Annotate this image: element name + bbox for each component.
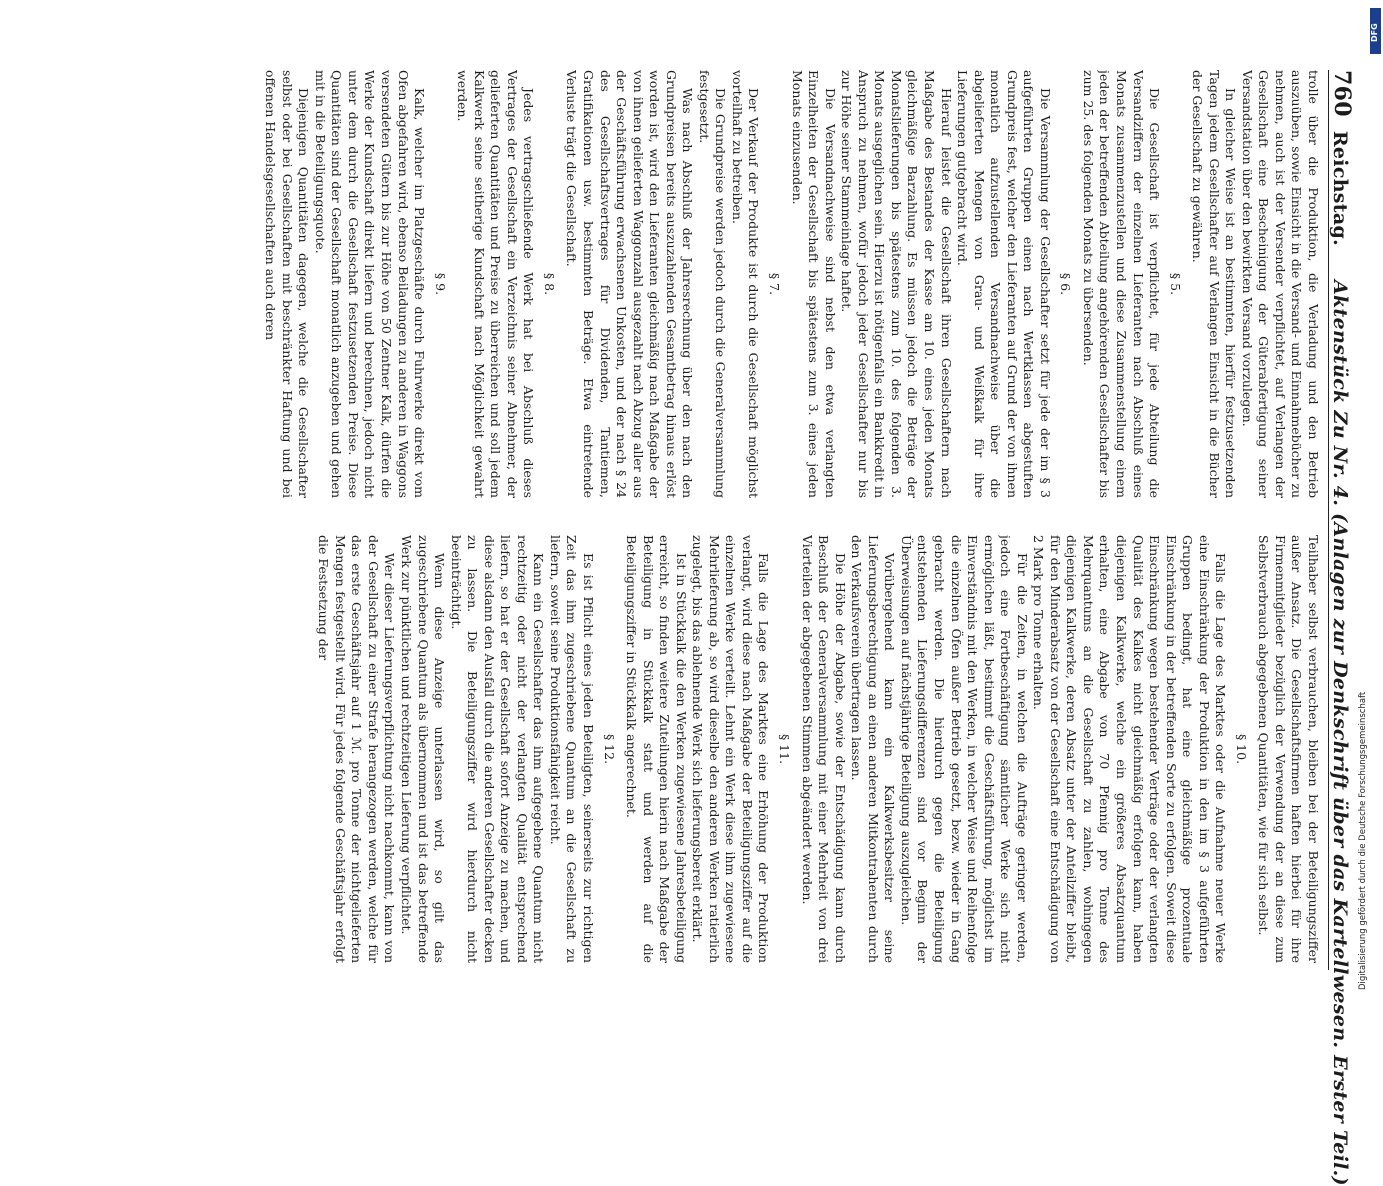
section-heading: § 8.: [541, 272, 557, 296]
section-heading: § 10.: [1233, 733, 1249, 765]
header-source: Reichstag.: [1329, 130, 1351, 246]
dfg-logo: [1370, 8, 1381, 54]
paragraph: Wer dieser Lieferungsverpflichtung nicht nachkommt, kann von der Gesellschaft zu einer Strafe herangezogen werden, welche für das erste Geschäftsjahr auf 1 ℳ. pro Tonne der nichtgelieferten Mengen festgestellt wird. Für jedes folgende Geschäftsjahr erfolgt die Festsetzung der: [316, 535, 398, 963]
page-number: 760: [1329, 70, 1355, 117]
paragraph: Hierauf leistet die Gesellschaft ihren Gesellschaftern nach Maßgabe des Bestandes der Kasse am 10. eines jeden Monats gleichmäßige Barzahlung. Es müssen jedoch die Beträge der Monatslieferungen bis spätestens zum 10. des folgenden 3. Monats ausgeglichen sein. Hierzu ist nötigenfalls ein Bankkredit in Anspruch zu nehmen, wofür jedoch jeder Gesellschafter nur bis zur Höhe seiner Stammeinlage haftet.: [839, 70, 954, 498]
paragraph: Diejenigen Quantitäten dagegen, welche die Gesellschafter selbst oder bei Gesellschaften mit beschränkter Haftung und bei offenen Handelsgesellschaften auch deren: [263, 70, 312, 498]
paragraph: Die Höhe der Abgabe, sowie der Entschädigung kann durch Beschluß der Generalversammlung mit einer Mehrheit von drei Vierteilen der abgegebenen Stimmen abgeändert werden.: [799, 535, 848, 963]
paragraph: Ist in Stückkalk die den Werken zugewiesene Jahresbeteiligung erreicht, so finden weitere Zuteilungen hierin nach Maßgabe der Beteiligung in Stückkalk statt und werden auf die Beteiligungsziffer in Stückkalk angerechnet.: [624, 535, 689, 963]
section-heading: § 6.: [1058, 272, 1074, 296]
paragraph: Wenn diese Anzeige unterlassen wird, so gilt das zugeschriebene Quantum als übernommen und ist das betreffende Werk zur pünktlichen und rechtzeitigen Lieferung verpflichtet.: [399, 535, 448, 963]
section-heading: § 9.: [432, 272, 448, 296]
section-heading: § 11.: [777, 733, 793, 765]
paragraph: In gleicher Weise ist an bestimmten, hierfür festzusetzenden Tagen jedem Gesellschafter auf Verlangen Einsicht in die Bücher der Gesellschaft zu gewähren.: [1190, 70, 1239, 498]
header-title: Aktenstück Zu Nr. 4. (Anlagen zur Denkschrift über das Kartellwesen. Erster Teil.): [1329, 280, 1351, 1186]
right-column: [81, 535, 1321, 963]
paragraph: Die Versammlung der Gesellschafter setzt für jede der im § 3 aufgeführten Gruppen einen nach Wertklassen abgestuften Grundpreis fest, welcher den Lieferanten auf Grund der von ihnen monatlich aufzustellenden Versandnachweise über die abgelieferten Mengen von Grau- und Weißkalk für ihre Lieferungen gutgebracht wird.: [955, 70, 1053, 498]
paragraph: Was nach Abschluß der Jahresrechnung über den nach den Grundpreisen bereits auszuzahlenden Gesamtbetrag hinaus erlöst worden ist, wird den Lieferanten gleichmäßig nach Maßgabe der von ihnen gelieferten Waggonzahl ausgezahlt nach Abzug aller aus der Geschäftsführung erwachsenen Unkosten, und der nach § 24 des Gesellschaftsvertrages für Dividenden, Tantiemen, Gratifikationen usw. bestimmten Beträge. Etwa eintretende Verluste trägt die Gesellschaft.: [564, 70, 696, 498]
paragraph: Es ist Pflicht eines jeden Beteiligten, seinerseits zur richtigen Zeit das ihm zugeschriebene Quantum an die Gesellschaft zu liefern, soweit seine Produktionsfähigkeit reicht.: [547, 535, 597, 963]
section-heading: § 5.: [1167, 272, 1183, 296]
paragraph: Die Grundpreise werden jedoch durch die Generalversammlung festgesetzt.: [696, 70, 729, 498]
paragraph: Die Gesellschaft ist verpflichtet, für jede Abteilung die Versandziffern der einzelnen Lieferanten nach Abschluß eines Monats zusammenzustellen und diese Zusammenstellung einem jeden der betreffenden Abteilung angehörenden Gesellschafter bis zum 25. des folgenden Monats zu übersenden.: [1080, 70, 1163, 498]
paragraph: trolle über die Produktion, die Verladung und den Betrieb auszuüben, sowie Einsicht in die Versand- und Einnahmebücher zu nehmen, auch ist der Versender verpflichtet, auf Verlangen der Gesellschaft eine Bescheinigung der Güterabfertigung seiner Versandstation über den bewirkten Versand vorzulegen.: [1239, 70, 1321, 498]
paragraph: Die Versandnachweise sind nebst den etwa verlangten Einzelheiten der Gesellschaft bis spätestens zum 3. eines jeden Monats einzusenden.: [789, 70, 838, 498]
paragraph: Jedes vertragschließende Werk hat bei Abschluß dieses Vertrages der Gesellschaft ein Verzeichnis seiner Abnehmer, der gelieferten Quantitäten und Preise zu überreichen und soll jedem Kalkwerk seine seitherige Kundschaft nach Möglichkeit gewahrt werden.: [455, 70, 537, 498]
paragraph: Kann ein Gesellschafter das ihm aufgegebene Quantum nicht rechtzeitig oder nicht der verlangten Qualität entsprechend liefern, so hat er der Gesellschaft sofort Anzeige zu machen, und diese alsdann den Ausfall durch die anderen Gesellschafter decken zu lassen. Die Beteiligungsziffer wird hierdurch nicht beeinträchtigt.: [448, 535, 547, 963]
paragraph: Der Verkauf der Produkte ist durch die Gesellschaft möglichst vorteilhaft zu betreiben.: [729, 70, 762, 498]
digitization-credit: Digitalisierung gefördert durch die Deutsche Forschungsgemeinschaft: [1358, 691, 1368, 990]
left-column: [81, 70, 1321, 498]
dfg-logo-text: DFG: [1370, 23, 1379, 42]
paragraph: Kalk, welcher im Platzgeschäfte durch Fuhrwerke direkt vom Ofen abgefahren wird, ebenso Beiladungen zu anderen in Waggons versendeten Gütern bis zur Höhe von 50 Zentner Kalk, dürfen die Werke der Kundschaft direkt liefern und berechnen, jedoch nicht unter dem durch die Gesellschaft festzusetzenden Preise. Diese Quantitäten sind der Gesellschaft monatlich anzugeben und gehen mit in die Beteiligungsquote.: [312, 70, 428, 498]
paragraph: Falls die Lage des Marktes oder die Aufnahme neuer Werke eine Einschränkung der Produktion in den im § 3 aufgeführten Gruppen bedingt, hat eine gleichmäßige prozentuale Einschränkung in der betreffenden Sorte zu erfolgen. Soweit diese Einschränkung wegen bestehender Verträge oder der verlangten Qualität des Kalkes nicht gleichmäßig erfolgen kann, haben diejenigen Kalkwerke, welche ein größeres Absatzquantum erhalten, eine Abgabe von 70 Pfennig pro Tonne des Mehrquantums an die Gesellschaft zu zahlen, wohingegen diejenigen Kalkwerke, deren Absatz unter der Anteilziffer bleibt, für den Minderabsatz von der Gesellschaft eine Entschädigung von 2 Mark pro Tonne erhalten.: [1031, 535, 1229, 963]
paragraph: Teilhaber selbst verbrauchen, bleiben bei der Beteiligungsziffer außer Ansatz. Die Gesellschaftsfirmen haften hierbei für ihre Firmenmitglieder bezüglich der Verwendung der an diese zum Selbstverbrauch abgegebenen Quantitäten, wie für sich selbst.: [1256, 535, 1321, 963]
paragraph: Für die Zeiten, in welchen die Aufträge geringer werden, jedoch eine Fortbeschäftigung sämtlicher Werke sich nicht ermöglichen läßt, bestimmt die Geschäftsführung, möglichst im Einverständnis mit den Werken, in welcher Weise und Reihenfolge die einzelnen Öfen außer Betrieb gesetzt, bezw. wieder in Gang gebracht werden. Die hierdurch gegen die Beteiligung entstehenden Lieferungsdifferenzen sind vor Beginn der Überweisungen auf nächstjährige Beteiligung auszugleichen.: [898, 535, 1030, 963]
section-heading: § 12.: [601, 733, 617, 765]
section-heading: § 7.: [767, 272, 783, 296]
paragraph: Vorübergehend kann ein Kalkwerksbesitzer seine Lieferungsberechtigung an einen anderen Mitkontrahenten durch den Verkaufsverein übertragen lassen.: [849, 535, 898, 963]
paragraph: Falls die Lage des Marktes eine Erhöhung der Produktion verlangt, wird diese nach Maßgabe der Beteiligungsziffer auf die einzelnen Werke verteilt. Lehnt ein Werk diese ihm zugewiesene Mehrlieferung ab, so wird dieselbe den anderen Werken ratierlich zugelegt, bis das ablehnende Werk sich lieferungsbereit erklärt.: [690, 535, 772, 963]
